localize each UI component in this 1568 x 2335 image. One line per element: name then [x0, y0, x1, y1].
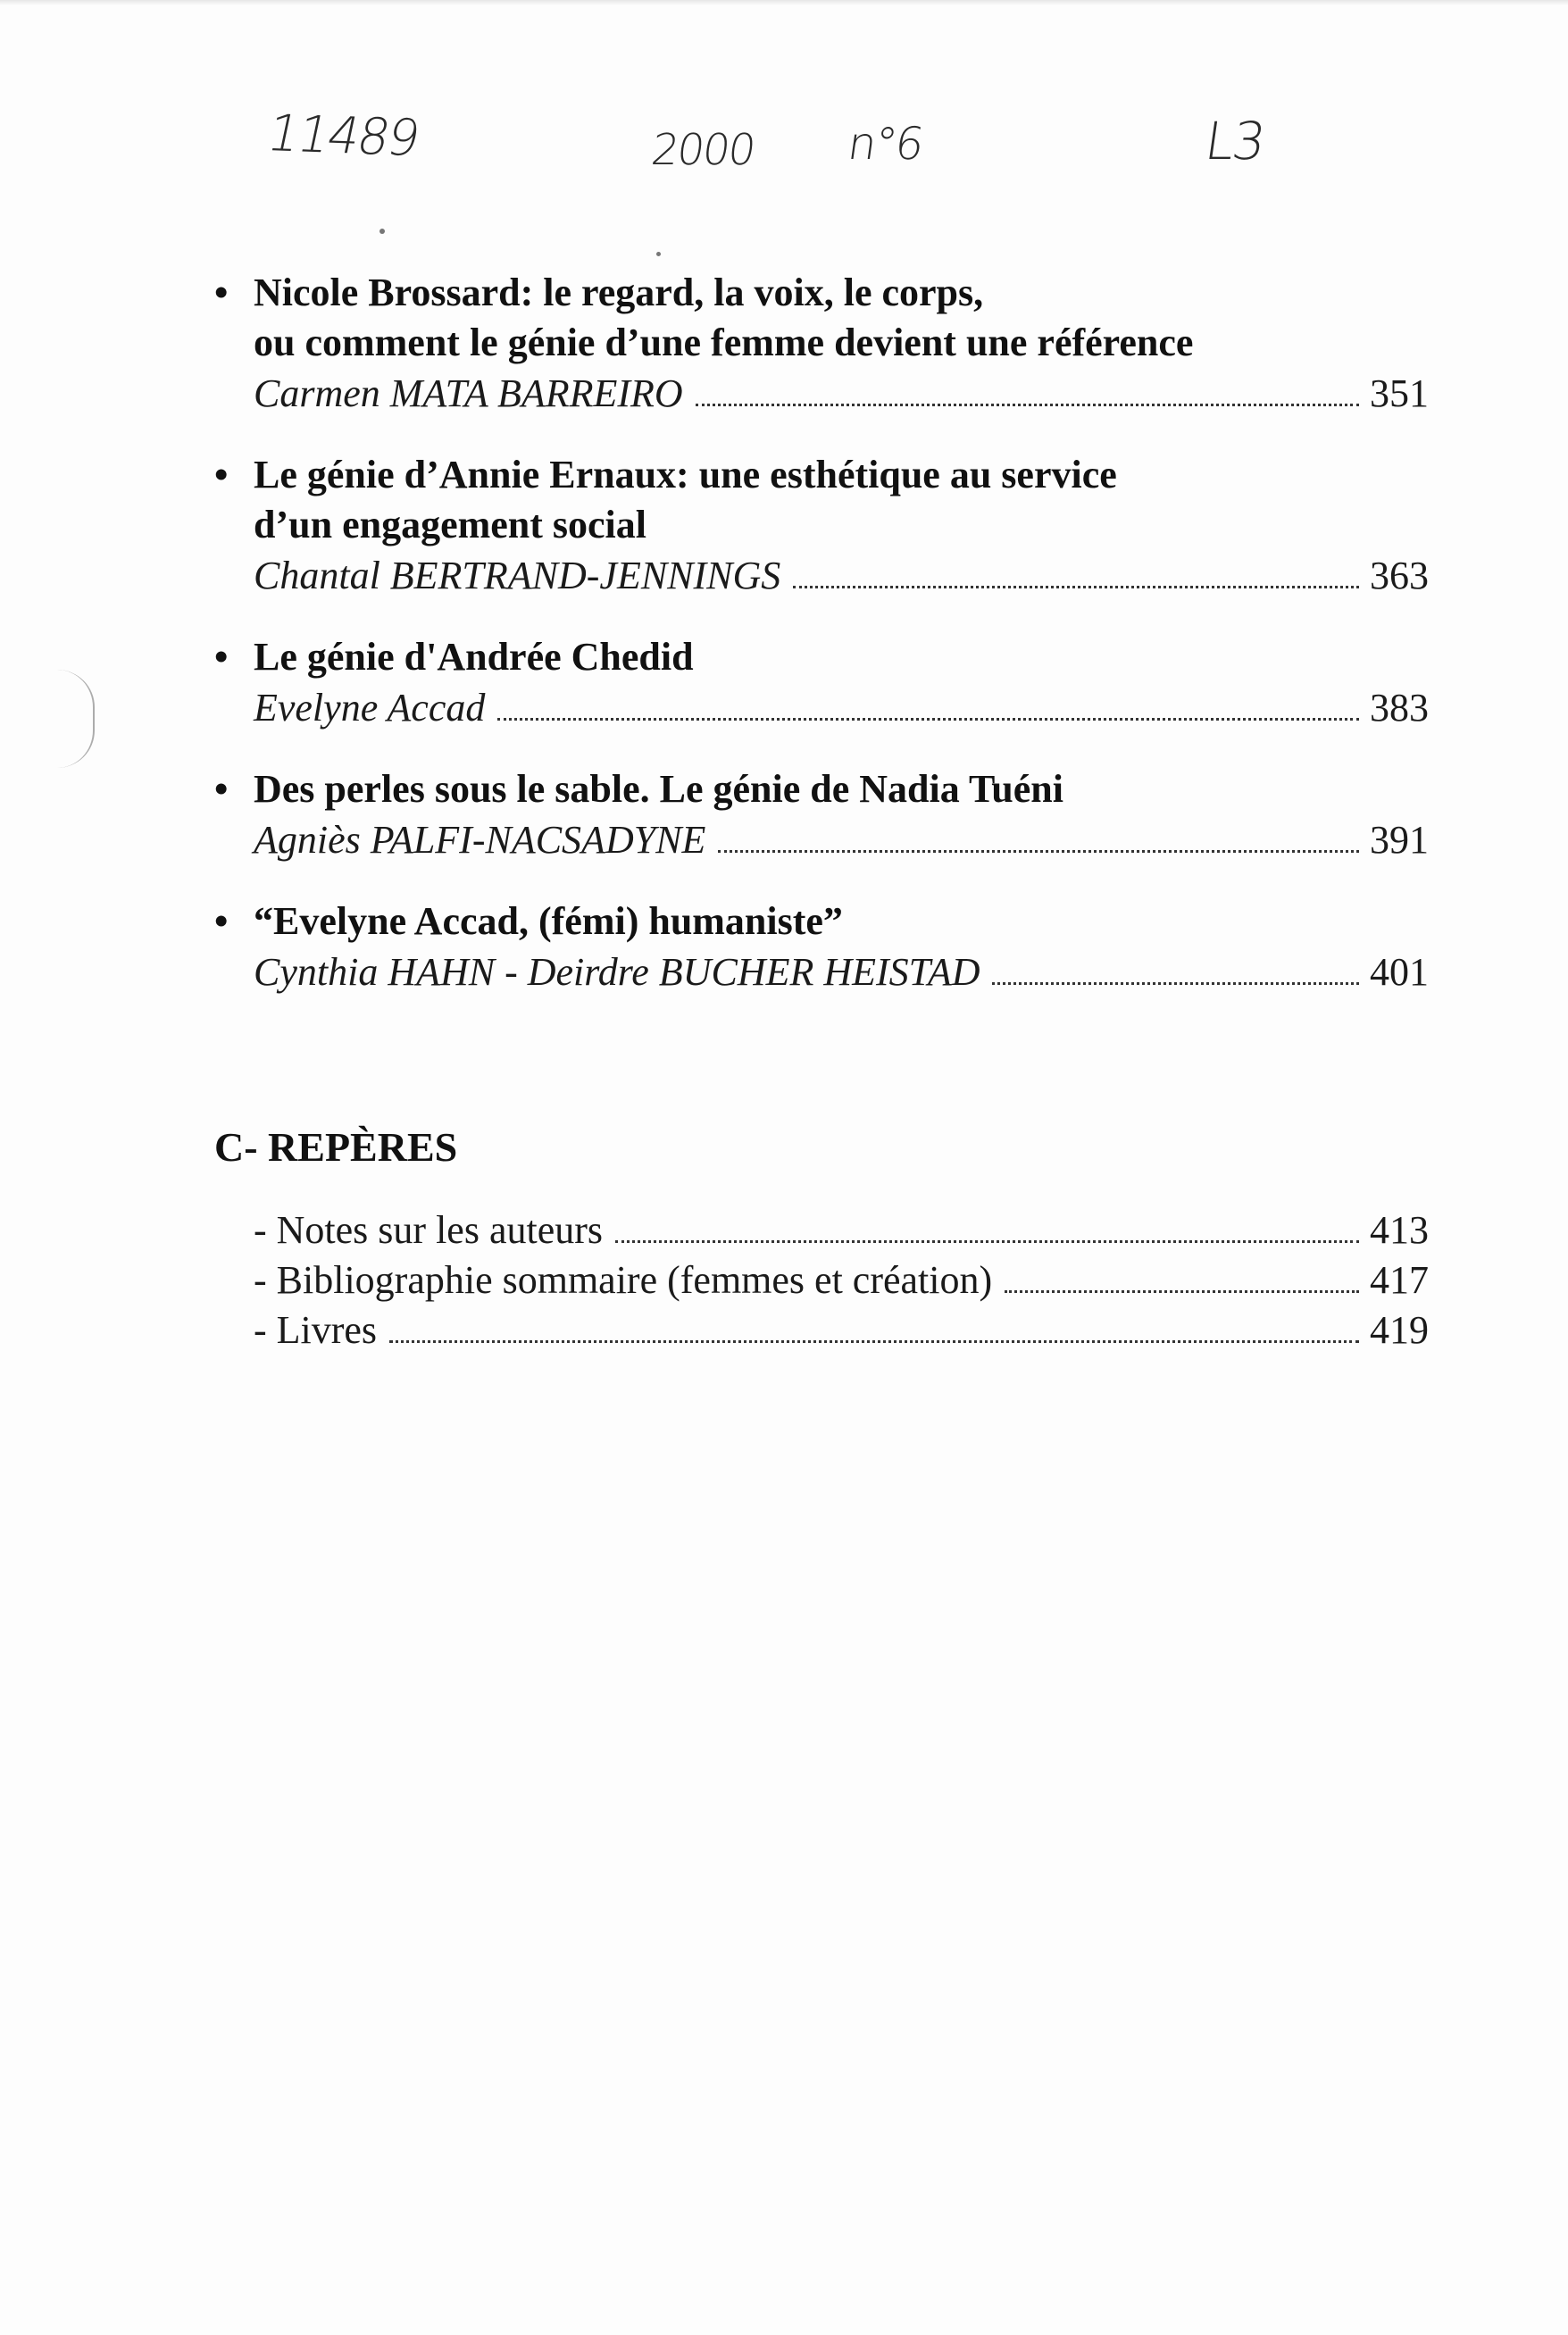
- entry-title: [214, 450, 1429, 550]
- scan-edge: [0, 0, 1568, 5]
- dot-leader: [696, 404, 1359, 406]
- item-label: - Livres: [254, 1308, 378, 1352]
- list-item: [254, 1305, 1429, 1355]
- dot-leader: [718, 850, 1359, 853]
- handwritten-mark-2: 2000: [648, 125, 758, 175]
- entry-author: Agniès PALFI-NACSADYNE: [254, 818, 706, 862]
- reperes-list: [254, 1205, 1429, 1355]
- toc-entry: [214, 896, 1429, 998]
- bullet-icon: •: [214, 271, 229, 314]
- stray-pencil-mark: [57, 670, 95, 768]
- bullet-icon: •: [214, 899, 229, 943]
- handwritten-mark-4: L3: [1201, 111, 1268, 171]
- list-item: [254, 1205, 1429, 1255]
- item-label: - Notes sur les auteurs: [254, 1208, 604, 1252]
- toc-entry: [214, 632, 1429, 734]
- entry-title-line: d’un engagement social: [254, 503, 646, 546]
- entry-page-number: 391: [1370, 818, 1429, 862]
- entry-title: [214, 764, 1429, 814]
- entry-author: Cynthia HAHN - Deirdre BUCHER HEISTAD: [254, 950, 980, 994]
- entry-page-number: 401: [1370, 950, 1429, 994]
- entry-title-line: Nicole Brossard: le regard, la voix, le corps,: [254, 271, 984, 314]
- table-of-contents: [214, 268, 1429, 1029]
- entry-author: Evelyne Accad: [254, 686, 486, 730]
- handwritten-mark-3: n°6: [844, 118, 926, 170]
- toc-entry: [214, 764, 1429, 866]
- stray-dot: [656, 252, 661, 256]
- entry-author: Chantal BERTRAND-JENNINGS: [254, 554, 781, 597]
- item-page-number: 417: [1370, 1258, 1429, 1302]
- handwritten-mark-1: 11489: [262, 104, 424, 168]
- dot-leader: [793, 586, 1359, 588]
- dot-leader: [497, 718, 1359, 721]
- stray-dot: [379, 229, 385, 234]
- entry-title-line: Des perles sous le sable. Le génie de Nadia Tuéni: [254, 767, 1063, 811]
- entry-page-number: 351: [1370, 371, 1429, 415]
- dot-leader: [1005, 1290, 1359, 1293]
- entry-page-number: 383: [1370, 686, 1429, 730]
- entry-title: [214, 632, 1429, 682]
- entry-page-number: 363: [1370, 554, 1429, 597]
- toc-entry: [214, 268, 1429, 420]
- entry-author-row: [214, 814, 1429, 866]
- dot-leader: [615, 1240, 1359, 1243]
- entry-author-row: [214, 368, 1429, 420]
- entry-title-line: Le génie d’Annie Ernaux: une esthétique au service: [254, 453, 1117, 496]
- dot-leader: [389, 1340, 1359, 1343]
- item-label: - Bibliographie sommaire (femmes et création): [254, 1258, 993, 1302]
- entry-title: [214, 896, 1429, 947]
- bullet-icon: •: [214, 635, 229, 679]
- entry-title-line: ou comment le génie d’une femme devient une référence: [254, 321, 1194, 364]
- entry-title-line: Le génie d'Andrée Chedid: [254, 635, 694, 679]
- entry-author-row: [214, 682, 1429, 734]
- item-page-number: 413: [1370, 1208, 1429, 1252]
- entry-title-line: “Evelyne Accad, (fémi) humaniste”: [254, 899, 843, 943]
- bullet-icon: •: [214, 453, 229, 496]
- entry-author-row: [214, 947, 1429, 998]
- entry-author-row: [214, 550, 1429, 602]
- dot-leader: [992, 982, 1359, 985]
- bullet-icon: •: [214, 767, 229, 811]
- item-page-number: 419: [1370, 1308, 1429, 1352]
- entry-title: [214, 268, 1429, 368]
- list-item: [254, 1255, 1429, 1305]
- entry-author: Carmen MATA BARREIRO: [254, 371, 683, 415]
- toc-entry: [214, 450, 1429, 602]
- section-heading: C- REPÈRES: [214, 1124, 458, 1170]
